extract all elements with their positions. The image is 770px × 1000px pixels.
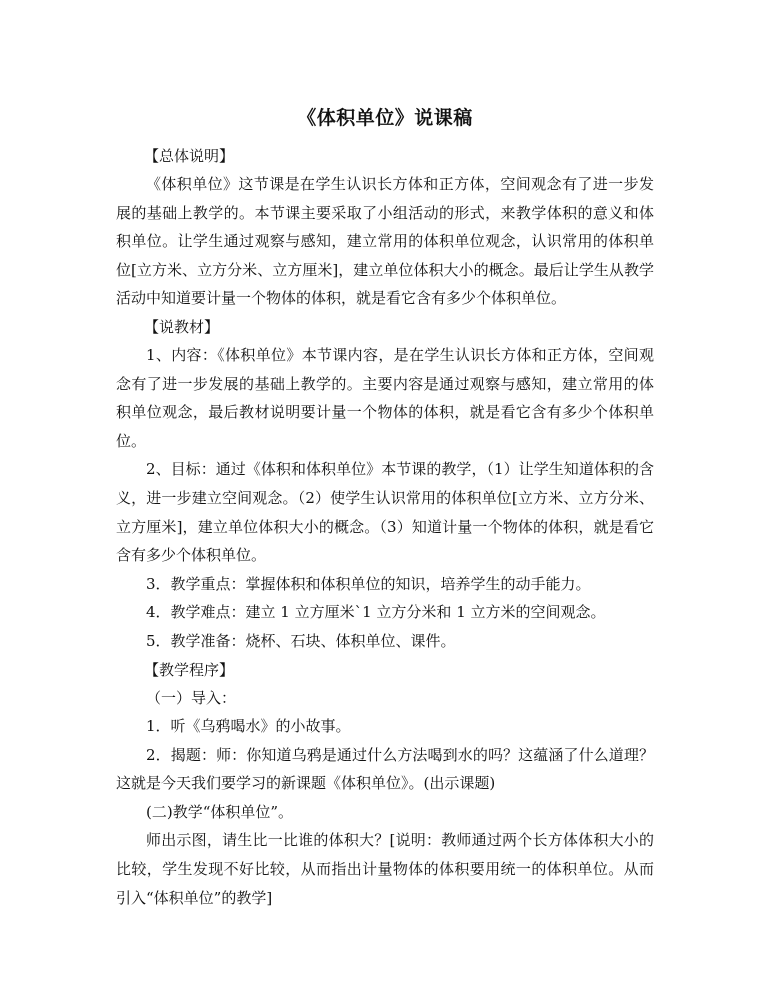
textbook-heading: 【说教材】: [144, 317, 220, 336]
textbook-item-difficulty: 4．教学难点：建立 1 立方厘米`1 立方分米和 1 立方米的空间观念。: [146, 603, 606, 622]
intro-item-story: 1．听《乌鸦喝水》的小故事。: [146, 717, 351, 736]
overview-heading: 【总体说明】: [144, 147, 235, 165]
procedure-heading: 【教学程序】: [144, 660, 235, 679]
textbook-item-goals: 2、目标：通过《体积和体积单位》本节课的教学，（1）让学生知道体积的含义，进一步建立空间观念。（2）使学生认识常用的体积单位[立方米、立方分米、立方厘米]，建立单位体积大小的概念。（3）知道计量一个物体的体积，就是看它含有多少个体积单位。: [116, 460, 654, 565]
teach-heading: (二)教学“体积单位”。: [146, 802, 294, 821]
overview-paragraph: 《体积单位》这节课是在学生认识长方体和正方体，空间观念有了进一步发展的基础上教学的。本节课主要采取了小组活动的形式，来教学体积的意义和体积单位。让学生通过观察与感知，建立常用的体积单位观念，认识常用的体积单位[立方米、立方分米、立方厘米]，建立单位体积大小的概念。最后让学生从教学活动中知道要计量一个物体的体积，就是看它含有多少个体积单位。: [116, 175, 654, 308]
intro-heading: （一）导入：: [146, 688, 237, 707]
intro-item-topic: 2．揭题：师：你知道乌鸦是通过什么方法喝到水的吗？这蕴涵了什么道理？这就是今天我们要学习的新课题《体积单位》。(出示课题): [116, 745, 654, 793]
document-page: [116, 104, 654, 912]
textbook-item-key-point: 3．教学重点：掌握体积和体积单位的知识，培养学生的动手能力。: [146, 574, 591, 593]
textbook-item-content: 1、内容：《体积单位》本节课内容，是在学生认识长方体和正方体，空间观念有了进一步发展的基础上教学的。主要内容是通过观察与感知，建立常用的体积单位观念，最后教材说明要计量一个物体的体积，就是看它含有多少个体积单位。: [116, 345, 654, 450]
document-title: 《体积单位》说课稿: [297, 107, 473, 129]
textbook-item-preparation: 5．教学准备：烧杯、石块、体积单位、课件。: [146, 631, 456, 650]
teach-paragraph: 师出示图，请生比一比谁的体积大？[说明：教师通过两个长方体体积大小的比较，学生发现不好比较，从而指出计量物体的体积要用统一的体积单位。从而引入“体积单位”的教学]: [116, 831, 654, 907]
